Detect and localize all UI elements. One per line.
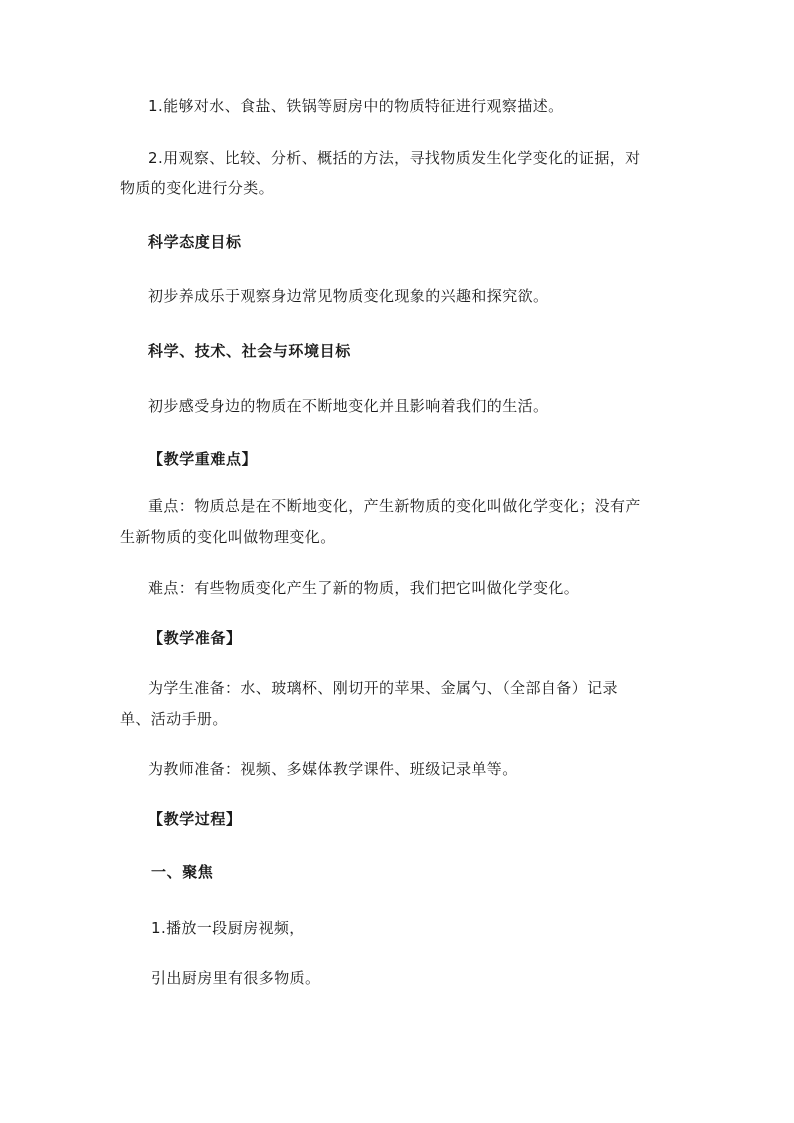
student-preparation-line-1: 为学生准备：水、玻璃杯、刚切开的苹果、金属勺、（全部自备）记录	[148, 679, 618, 697]
difficulty-text: 难点：有些物质变化产生了新的物质，我们把它叫做化学变化。	[148, 579, 580, 597]
stse-heading: 科学、技术、社会与环境目标	[148, 342, 351, 360]
section-heading-focus: 一、聚焦	[151, 863, 214, 881]
attitude-heading: 科学态度目标	[148, 233, 242, 251]
stse-text: 初步感受身边的物质在不断地变化并且影响着我们的生活。	[148, 397, 549, 415]
key-point-line-1: 重点：物质总是在不断地变化，产生新物质的变化叫做化学变化；没有产	[148, 497, 641, 515]
process-heading: 【教学过程】	[148, 810, 242, 828]
attitude-text: 初步养成乐于观察身边常见物质变化现象的兴趣和探究欲。	[148, 287, 549, 305]
objective-item-2-line-1: 2.用观察、比较、分析、概括的方法，寻找物质发生化学变化的证据，对	[148, 149, 641, 167]
objective-item-2-line-2: 物质的变化进行分类。	[120, 179, 275, 197]
student-preparation-line-2: 单、活动手册。	[120, 710, 228, 728]
preparation-heading: 【教学准备】	[148, 629, 242, 647]
key-point-line-2: 生新物质的变化叫做物理变化。	[120, 528, 336, 546]
key-points-heading: 【教学重难点】	[148, 450, 258, 468]
teacher-preparation: 为教师准备：视频、多媒体教学课件、班级记录单等。	[148, 760, 518, 778]
objective-item-1: 1.能够对水、食盐、铁锅等厨房中的物质特征进行观察描述。	[148, 97, 564, 115]
process-step-1-note: 引出厨房里有很多物质。	[151, 969, 321, 987]
process-step-1: 1.播放一段厨房视频，	[151, 919, 305, 937]
